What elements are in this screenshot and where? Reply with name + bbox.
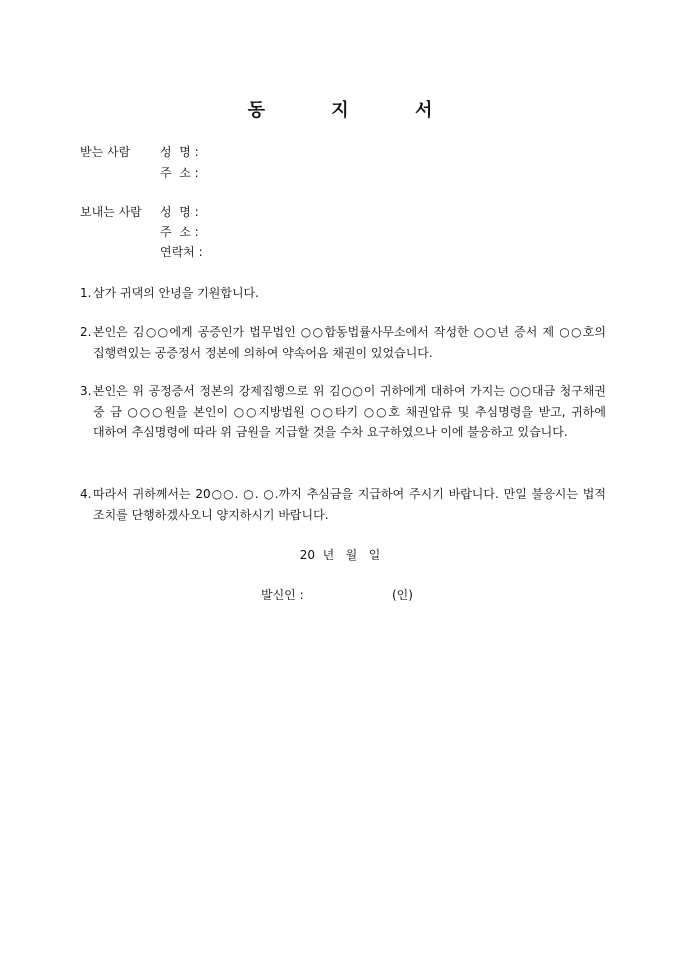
sender-address-label: 주 소 : xyxy=(160,225,199,239)
recipient-name-label: 성 명 : xyxy=(160,145,199,159)
paragraph-1 xyxy=(80,283,606,304)
sender-label: 보내는 사람 xyxy=(80,205,142,219)
paragraph-3 xyxy=(80,381,606,443)
paragraph-text: 본인은 위 공정증서 정본의 강제집행으로 위 김○○이 귀하에게 대하여 가지는 ○○대금 청구채권 중 금 ○○○원을 본인이 ○○지방법원 ○○타기 ○○호 채권압류 및 추심명령을 받고, 귀하에 대하여 추심명령에 따라 위 금원을 지급할 것을 수차 요구하였으나 이에 불응하고 있습니다. xyxy=(93,384,606,439)
seal-mark: (인) xyxy=(392,588,413,602)
sender-name-label: 성 명 : xyxy=(160,205,199,219)
sender-signature-label: 발신인 : xyxy=(261,588,304,602)
document-title: 동 지 서 xyxy=(247,100,463,121)
date-line: 20 년 월 일 xyxy=(299,548,381,562)
paragraph-number: 2. xyxy=(80,325,92,339)
paragraph-text: 본인은 김○○에게 공증인가 법무법인 ○○합동법률사무소에서 작성한 ○○년 증서 제 ○○호의 집행력있는 공증정서 정본에 의하여 약속어음 채권이 있었습니다. xyxy=(93,325,606,360)
recipient-address-label: 주 소 : xyxy=(160,166,199,180)
paragraph-text: 따라서 귀하께서는 20○○. ○. ○.까지 추심금을 지급하여 주시기 바랍니다. 만일 불응시는 법적 조치를 단행하겠사오니 양지하시기 바랍니다. xyxy=(93,487,606,522)
paragraph-text: 삼가 귀댁의 안녕을 기원합니다. xyxy=(93,286,259,300)
sender-contact-label: 연락처 : xyxy=(160,245,203,259)
paragraph-2 xyxy=(80,322,606,363)
paragraph-4 xyxy=(80,484,606,525)
paragraph-number: 1. xyxy=(80,286,92,300)
recipient-label: 받는 사람 xyxy=(80,145,131,159)
paragraph-number: 4. xyxy=(80,487,92,501)
paragraph-number: 3. xyxy=(80,384,92,398)
